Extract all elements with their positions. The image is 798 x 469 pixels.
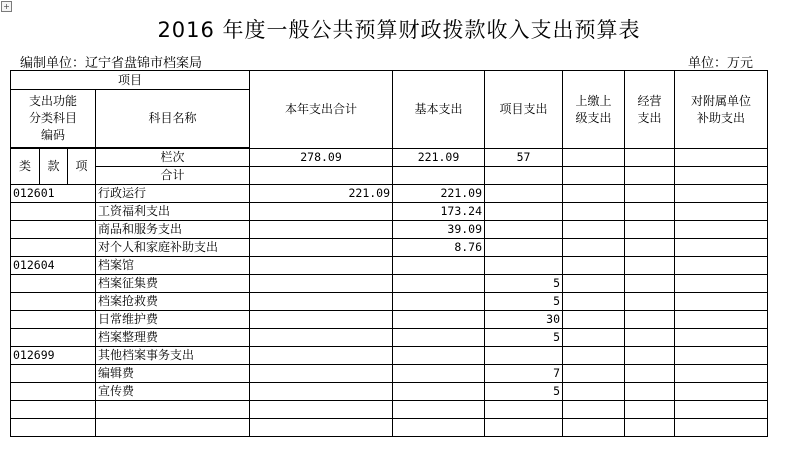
row-project: 5 <box>485 275 563 293</box>
row-basic <box>393 311 485 329</box>
row-total <box>250 257 393 275</box>
row-project <box>485 419 563 437</box>
row-name: 对个人和家庭补助支出 <box>96 239 250 257</box>
row-name: 宣传费 <box>96 383 250 401</box>
table-row <box>11 383 768 401</box>
row-project: 7 <box>485 365 563 383</box>
row-code <box>11 329 96 347</box>
sum-subsidy <box>675 167 768 185</box>
row-basic <box>393 257 485 275</box>
row-name <box>96 401 250 419</box>
row-basic <box>393 293 485 311</box>
table-row <box>11 185 768 203</box>
row-total <box>250 203 393 221</box>
row-project <box>485 347 563 365</box>
header-item-group: 项目 <box>11 71 250 90</box>
sum-turnover <box>563 167 625 185</box>
row-total <box>250 311 393 329</box>
header-turnover: 上缴上 级支出 <box>563 71 625 149</box>
row-total <box>250 365 393 383</box>
row-name: 行政运行 <box>96 185 250 203</box>
row-code <box>11 383 96 401</box>
row-code <box>11 221 96 239</box>
table-row <box>11 221 768 239</box>
row-project: 5 <box>485 329 563 347</box>
header-kuan: 款 <box>40 149 68 185</box>
row-name: 编辑费 <box>96 365 250 383</box>
row-basic <box>393 419 485 437</box>
header-operation: 经营 支出 <box>625 71 675 149</box>
row-basic: 39.09 <box>393 221 485 239</box>
row-total <box>250 329 393 347</box>
row-name <box>96 419 250 437</box>
row-name: 其他档案事务支出 <box>96 347 250 365</box>
table-row <box>11 329 768 347</box>
row-basic: 8.76 <box>393 239 485 257</box>
row-name: 档案馆 <box>96 257 250 275</box>
table-row <box>11 239 768 257</box>
row-basic <box>393 401 485 419</box>
header-name: 科目名称 <box>96 90 250 148</box>
column-index-subsidy <box>675 149 768 167</box>
row-project <box>485 221 563 239</box>
row-total <box>250 401 393 419</box>
row-basic <box>393 329 485 347</box>
budget-table <box>10 70 768 437</box>
row-total <box>250 419 393 437</box>
header-xiang: 项 <box>68 149 96 185</box>
header-total: 本年支出合计 <box>250 71 393 149</box>
row-total <box>250 275 393 293</box>
row-project: 5 <box>485 383 563 401</box>
sum-project <box>485 167 563 185</box>
row-project: 30 <box>485 311 563 329</box>
row-name: 商品和服务支出 <box>96 221 250 239</box>
row-code <box>11 293 96 311</box>
row-total <box>250 239 393 257</box>
table-row <box>11 293 768 311</box>
table-row <box>11 203 768 221</box>
row-code <box>11 365 96 383</box>
row-name: 日常维护费 <box>96 311 250 329</box>
table-row <box>11 275 768 293</box>
table-row <box>11 419 768 437</box>
sum-label: 合计 <box>96 167 250 185</box>
header-code: 支出功能 分类科目 编码 <box>11 90 96 148</box>
row-code <box>11 419 96 437</box>
row-name: 档案整理费 <box>96 329 250 347</box>
row-name: 档案征集费 <box>96 275 250 293</box>
header-basic: 基本支出 <box>393 71 485 149</box>
row-code <box>11 275 96 293</box>
document-title: 2016 年度一般公共预算财政拨款收入支出预算表 <box>157 18 641 42</box>
header-project: 项目支出 <box>485 71 563 149</box>
column-index-project: 57 <box>485 149 563 167</box>
column-index-label: 栏次 <box>96 149 250 167</box>
row-code: 012601 <box>11 185 96 203</box>
row-code: 012699 <box>11 347 96 365</box>
table-row <box>11 365 768 383</box>
row-project: 5 <box>485 293 563 311</box>
row-total <box>250 293 393 311</box>
row-name: 档案抢救费 <box>96 293 250 311</box>
sum-operation <box>625 167 675 185</box>
row-basic <box>393 275 485 293</box>
table-move-handle-icon[interactable]: + <box>1 1 12 12</box>
column-index-basic: 221.09 <box>393 149 485 167</box>
row-code <box>11 203 96 221</box>
row-project <box>485 185 563 203</box>
row-basic: 221.09 <box>393 185 485 203</box>
table-row <box>11 401 768 419</box>
row-basic <box>393 347 485 365</box>
table-row <box>11 347 768 365</box>
sum-basic <box>393 167 485 185</box>
sum-total <box>250 167 393 185</box>
row-project <box>485 257 563 275</box>
row-total <box>250 221 393 239</box>
row-code <box>11 401 96 419</box>
header-lei: 类 <box>11 149 40 185</box>
row-project <box>485 401 563 419</box>
row-total: 221.09 <box>250 185 393 203</box>
row-code: 012604 <box>11 257 96 275</box>
column-index-operation <box>625 149 675 167</box>
row-project <box>485 203 563 221</box>
row-total <box>250 383 393 401</box>
table-row <box>11 311 768 329</box>
row-basic <box>393 383 485 401</box>
currency-unit: 单位：万元 <box>688 56 754 71</box>
column-index-total: 278.09 <box>250 149 393 167</box>
row-code <box>11 311 96 329</box>
row-basic: 173.24 <box>393 203 485 221</box>
row-code <box>11 239 96 257</box>
row-basic <box>393 365 485 383</box>
compiling-unit: 编制单位：辽宁省盘锦市档案局 <box>20 56 203 71</box>
table-row <box>11 257 768 275</box>
header-subsidy: 对附属单位 补助支出 <box>675 71 768 149</box>
column-index-turnover <box>563 149 625 167</box>
row-total <box>250 347 393 365</box>
row-name: 工资福利支出 <box>96 203 250 221</box>
row-project <box>485 239 563 257</box>
